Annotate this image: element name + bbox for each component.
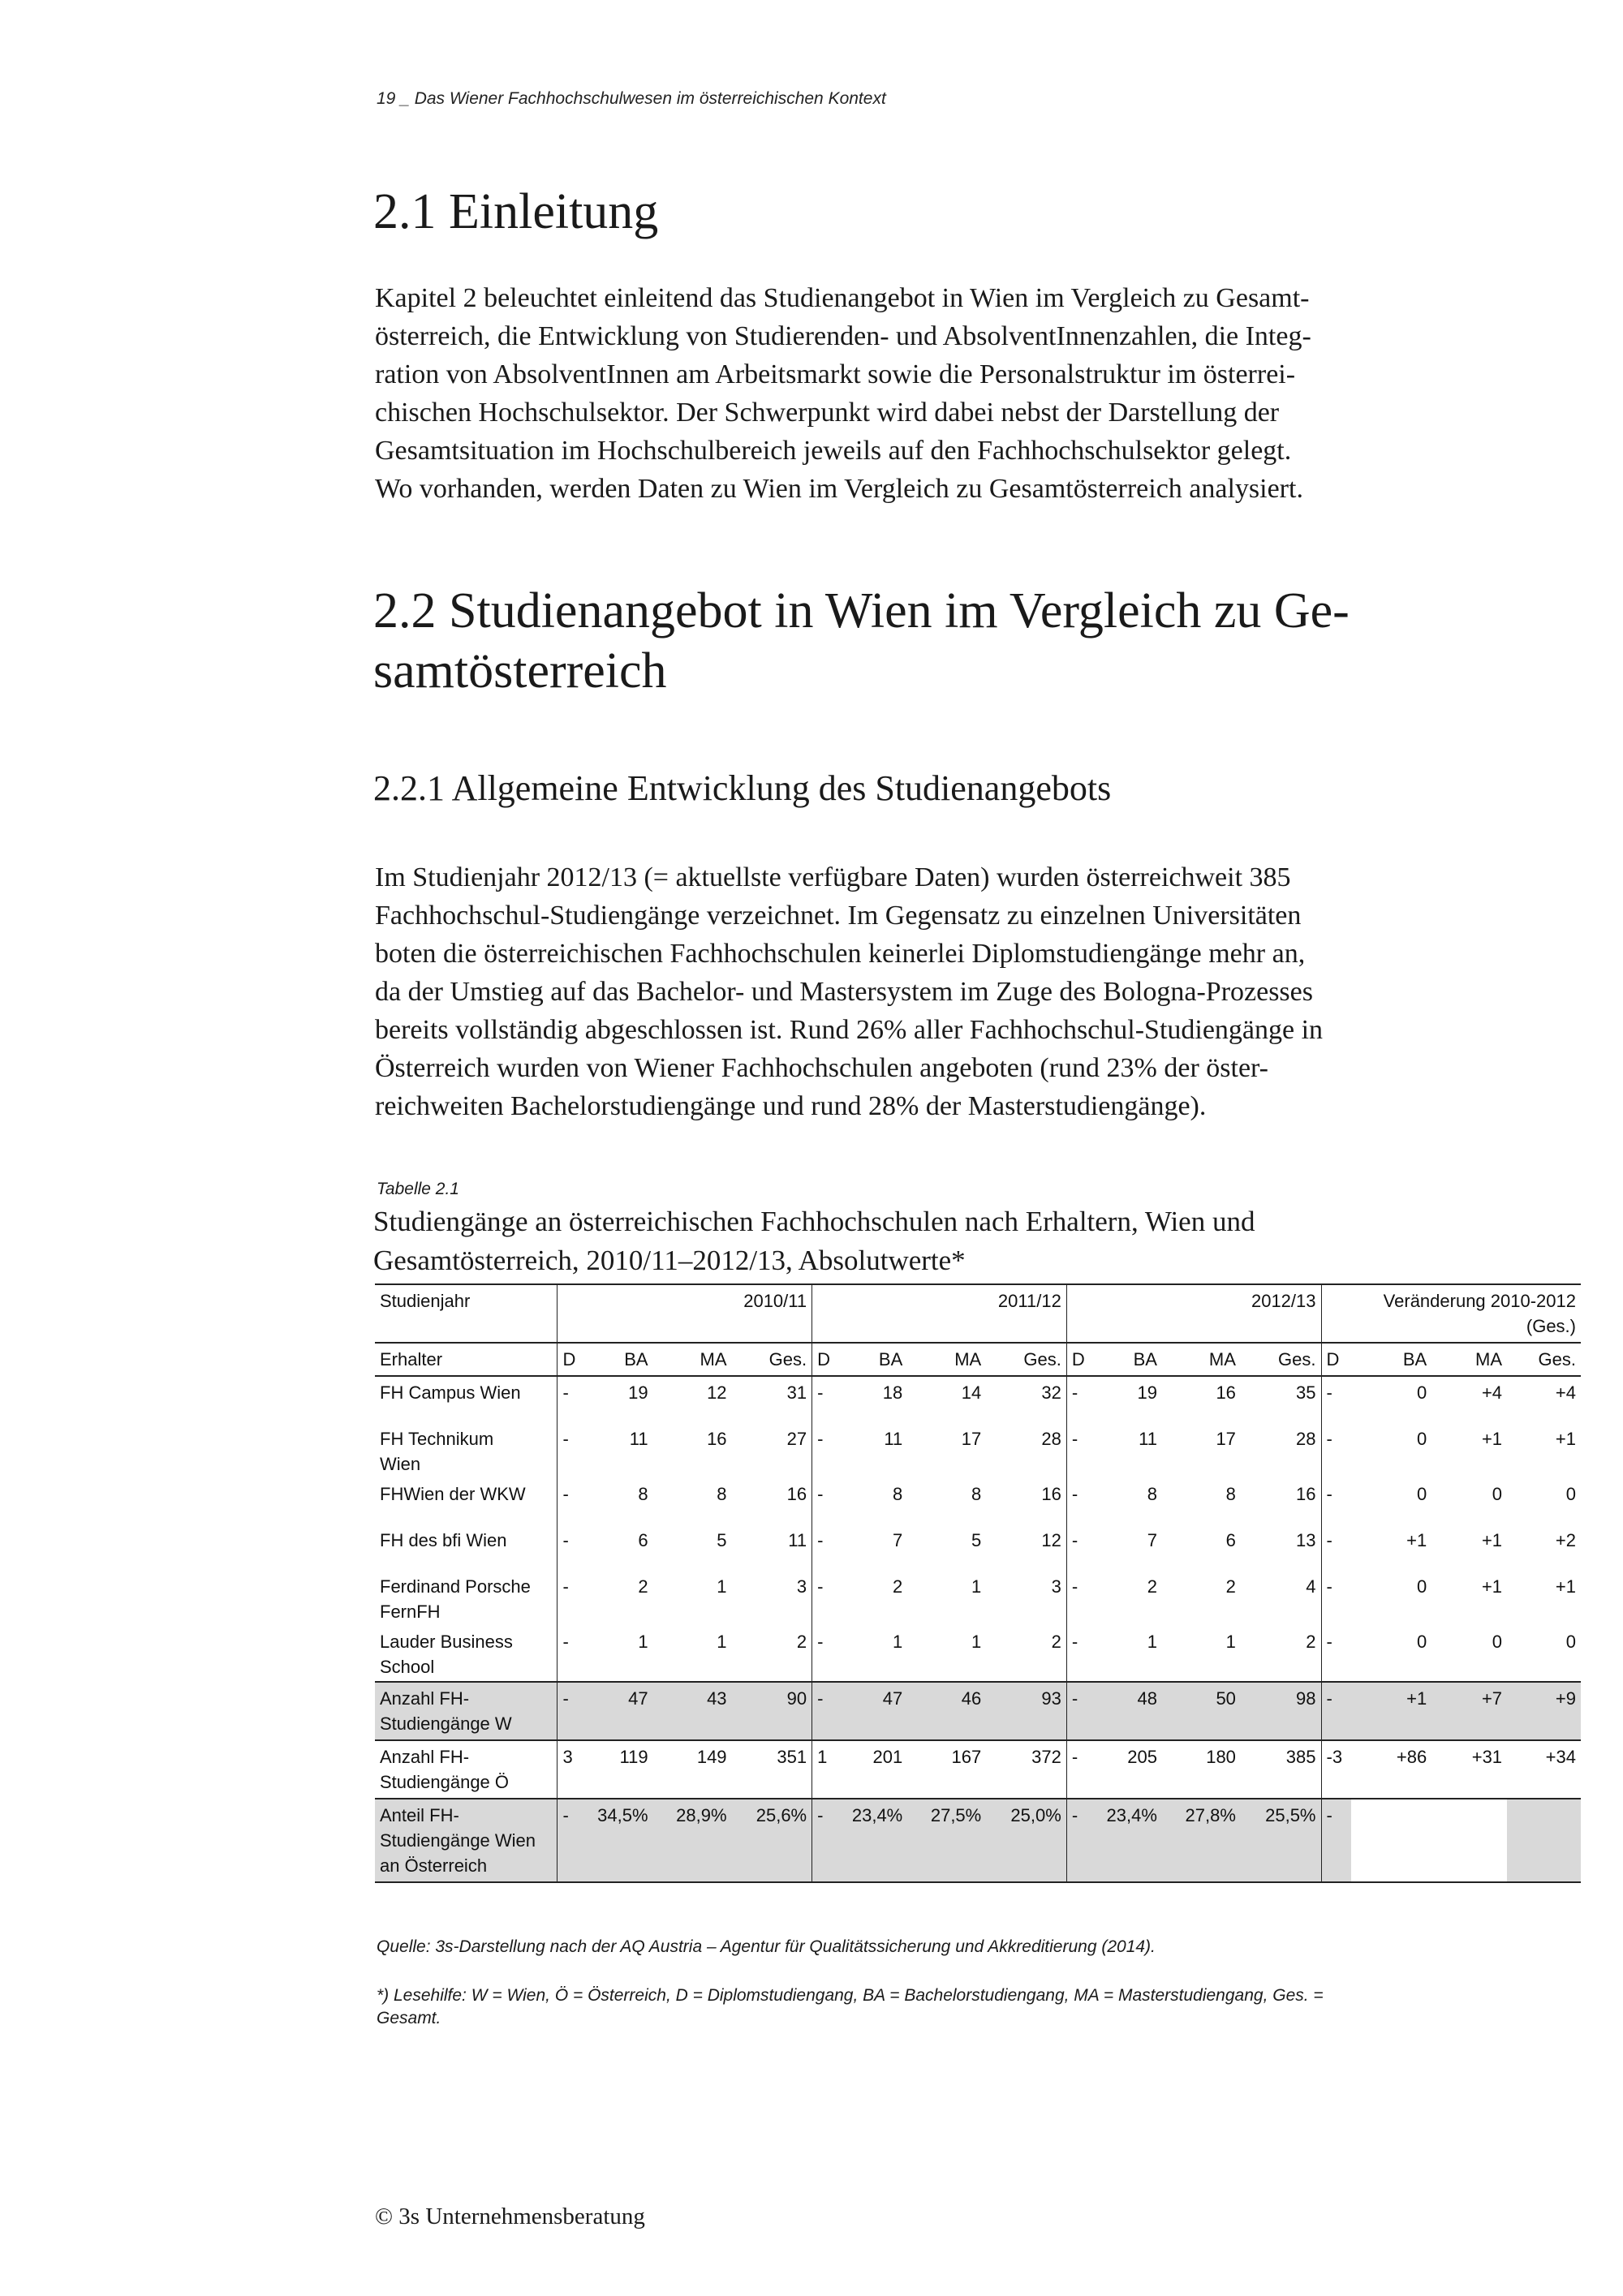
table-cell: - xyxy=(1321,1799,1351,1882)
row-label-line: Lauder Business xyxy=(380,1632,513,1652)
table-cell: +31 xyxy=(1431,1740,1507,1799)
text-line: boten die österreichischen Fachhochschulen keinerlei Diplomstudiengänge mehr an, xyxy=(375,939,1306,969)
table-cell: - xyxy=(1321,1682,1351,1740)
table-cell: 2 xyxy=(1225,1576,1236,1597)
table-cell: 351 xyxy=(732,1740,812,1799)
header-sub-ba: BA xyxy=(842,1343,907,1376)
header-year-2012-13: 2012/13 xyxy=(1066,1284,1321,1343)
row-label xyxy=(375,1682,558,1740)
table-cell: 25,0% xyxy=(986,1799,1066,1882)
note-line: *) Lesehilfe: W = Wien, Ö = Österreich, D = Diplomstudiengang, BA = Bachelorstudiengang, MA = Masterstudiengang, Ges. = xyxy=(377,1986,1324,2005)
table-cell: +1 xyxy=(1351,1682,1431,1740)
row-label-line: Studiengänge Ö xyxy=(380,1772,510,1792)
table-row xyxy=(375,1478,1581,1524)
table-cell: - xyxy=(1071,1382,1078,1403)
table-cell: - xyxy=(817,1530,824,1550)
text-line: Gesamtsituation im Hochschulbereich jeweils auf den Fachhochschulsektor gelegt. xyxy=(375,436,1292,466)
row-label-line: Studiengänge Wien xyxy=(380,1830,536,1851)
table-cell: 16 xyxy=(1216,1382,1236,1403)
table-cell: 19 xyxy=(1137,1382,1157,1403)
table-cell: - xyxy=(817,1576,824,1597)
table-cell: 8 xyxy=(1225,1484,1236,1504)
table-cell: - xyxy=(817,1429,824,1449)
table-cell: - xyxy=(1326,1429,1332,1449)
table-cell: 32 xyxy=(986,1376,1066,1423)
table-cell: 1 xyxy=(971,1576,982,1597)
table-cell: 1 xyxy=(717,1576,727,1597)
table-cell: 16 xyxy=(707,1429,727,1449)
table-cell: 13 xyxy=(1241,1524,1321,1571)
table-cell: - xyxy=(1071,1576,1078,1597)
row-label-line: Ferdinand Porsche xyxy=(380,1576,531,1597)
header-year-2011-12: 2011/12 xyxy=(812,1284,1067,1343)
table-cell: 8 xyxy=(638,1484,648,1504)
header-sub-ges: Ges. xyxy=(986,1343,1066,1376)
section-2-1-paragraph xyxy=(375,279,1462,508)
table-row xyxy=(375,1740,1581,1799)
table-cell: - xyxy=(1066,1740,1096,1799)
table-cell: 0 xyxy=(1416,1429,1427,1449)
table-cell: - xyxy=(562,1484,569,1504)
section-2-2-title xyxy=(373,581,1350,702)
table-cell: 18 xyxy=(882,1382,903,1403)
table-cell: 28 xyxy=(1241,1423,1321,1478)
text-line: Österreich wurden von Wiener Fachhochschulen angeboten (rund 23% der öster- xyxy=(375,1053,1268,1083)
table-cell: 48 xyxy=(1096,1682,1161,1740)
table-cell: 0 xyxy=(1492,1484,1503,1504)
header-sub-ges: Ges. xyxy=(732,1343,812,1376)
row-label-line: Anteil FH- xyxy=(380,1805,459,1825)
table-cell: - xyxy=(558,1799,588,1882)
page-footer: © 3s Unternehmensberatung xyxy=(375,2204,645,2229)
table-cell: 2 xyxy=(1241,1626,1321,1682)
header-sub-ma: MA xyxy=(1162,1343,1241,1376)
table-cell: 23,4% xyxy=(842,1799,907,1882)
header-row-years xyxy=(375,1284,1581,1343)
title-line: 2.2 Studienangebot in Wien im Vergleich zu Ge- xyxy=(373,583,1350,638)
header-sub-ges: Ges. xyxy=(1241,1343,1321,1376)
note-line: Gesamt. xyxy=(377,2009,441,2027)
table-cell: - xyxy=(1326,1530,1332,1550)
table-cell: - xyxy=(562,1576,569,1597)
table-cell: - xyxy=(1071,1632,1078,1652)
row-label-line: Studiengänge W xyxy=(380,1713,512,1734)
table-cell: - xyxy=(817,1382,824,1403)
table-cell: 47 xyxy=(842,1682,907,1740)
table-cell: 16 xyxy=(732,1478,812,1524)
table-cell: +1 xyxy=(1555,1576,1576,1597)
title-line: Gesamtösterreich, 2010/11–2012/13, Absolutwerte* xyxy=(373,1245,966,1276)
row-label xyxy=(375,1740,558,1799)
header-sub-d: D xyxy=(558,1343,588,1376)
table-cell: 17 xyxy=(961,1429,982,1449)
row-label xyxy=(375,1478,558,1524)
data-table xyxy=(375,1283,1581,1883)
table-cell: 35 xyxy=(1241,1376,1321,1423)
table-cell: +86 xyxy=(1351,1740,1431,1799)
table-cell: +7 xyxy=(1431,1682,1507,1740)
table-cell: 43 xyxy=(653,1682,732,1740)
table-source: Quelle: 3s-Darstellung nach der AQ Austria – Agentur für Qualitätssicherung und Akkreditierung (2014). xyxy=(377,1937,1156,1956)
row-label-line: Anzahl FH- xyxy=(380,1747,470,1767)
table-cell: +1 xyxy=(1481,1576,1503,1597)
header-sub-ba: BA xyxy=(1096,1343,1161,1376)
table-cell: 6 xyxy=(638,1530,648,1550)
table-cell: 31 xyxy=(732,1376,812,1423)
table-row xyxy=(375,1376,1581,1423)
header-sub-ges: Ges. xyxy=(1507,1343,1581,1376)
section-2-2-1-title: 2.2.1 Allgemeine Entwicklung des Studienangebots xyxy=(373,768,1112,808)
table-cell: 14 xyxy=(961,1382,982,1403)
table-cell: 11 xyxy=(629,1429,648,1449)
table-cell: +34 xyxy=(1507,1740,1581,1799)
table-cell: 11 xyxy=(1139,1429,1157,1449)
row-label-line: School xyxy=(380,1657,435,1677)
table-cell: 0 xyxy=(1565,1632,1576,1652)
table-cell: 28 xyxy=(986,1423,1066,1478)
table-row xyxy=(375,1799,1581,1882)
table-cell: 7 xyxy=(893,1530,903,1550)
header-sub-d: D xyxy=(1066,1343,1096,1376)
table-cell: 1 xyxy=(1225,1632,1236,1652)
text-line: ration von AbsolventInnen am Arbeitsmarkt sowie die Personalstruktur im österrei- xyxy=(375,359,1296,389)
table-cell: 7 xyxy=(1147,1530,1157,1550)
table-cell: -3 xyxy=(1321,1740,1351,1799)
table-cell: 93 xyxy=(986,1682,1066,1740)
table-cell: 385 xyxy=(1241,1740,1321,1799)
running-header: 19 _ Das Wiener Fachhochschulwesen im österreichischen Kontext xyxy=(377,89,886,108)
table-cell: 180 xyxy=(1162,1740,1241,1799)
row-label xyxy=(375,1376,558,1423)
table-cell: 11 xyxy=(884,1429,903,1449)
table-cell: - xyxy=(817,1484,824,1504)
title-line: Studiengänge an österreichischen Fachhochschulen nach Erhaltern, Wien und xyxy=(373,1206,1255,1237)
table-cell: 50 xyxy=(1162,1682,1241,1740)
table-cell: 2 xyxy=(638,1576,648,1597)
table-cell: 16 xyxy=(986,1478,1066,1524)
table-cell: 149 xyxy=(653,1740,732,1799)
header-change-line: Veränderung 2010-2012 xyxy=(1383,1291,1576,1311)
table-cell: 1 xyxy=(1147,1632,1157,1652)
table-note xyxy=(377,1984,1324,2030)
text-line: da der Umstieg auf das Bachelor- und Mastersystem im Zuge des Bologna-Prozesses xyxy=(375,977,1313,1007)
header-sub-d: D xyxy=(812,1343,842,1376)
text-line: österreich, die Entwicklung von Studierenden- und AbsolventInnenzahlen, die Integ- xyxy=(375,321,1311,351)
table-cell: - xyxy=(558,1682,588,1740)
row-label xyxy=(375,1524,558,1571)
table-cell: 1 xyxy=(717,1632,727,1652)
table-cell: +1 xyxy=(1481,1429,1503,1449)
table-cell: 372 xyxy=(986,1740,1066,1799)
table-cell: +9 xyxy=(1507,1682,1581,1740)
table-cell: 90 xyxy=(732,1682,812,1740)
table-cell: 201 xyxy=(842,1740,907,1799)
table-cell: 119 xyxy=(588,1740,652,1799)
table-row xyxy=(375,1626,1581,1682)
table-cell: +2 xyxy=(1555,1530,1576,1550)
table-cell: 2 xyxy=(732,1626,812,1682)
table-cell: 3 xyxy=(558,1740,588,1799)
table-cell: 46 xyxy=(907,1682,986,1740)
table-row xyxy=(375,1423,1581,1478)
table-cell: - xyxy=(562,1632,569,1652)
table-cell: 2 xyxy=(893,1576,903,1597)
row-label-line: FernFH xyxy=(380,1602,441,1622)
table-cell: 23,4% xyxy=(1096,1799,1161,1882)
table-cell: - xyxy=(562,1429,569,1449)
title-line: samtösterreich xyxy=(373,643,667,699)
table-cell: 8 xyxy=(893,1484,903,1504)
text-line: Fachhochschul-Studiengänge verzeichnet. Im Gegensatz zu einzelnen Universitäten xyxy=(375,901,1302,931)
table-cell: 8 xyxy=(717,1484,727,1504)
table-cell: 98 xyxy=(1241,1682,1321,1740)
table-cell: - xyxy=(562,1382,569,1403)
table-title xyxy=(373,1202,1255,1280)
table-cell: 0 xyxy=(1565,1484,1576,1504)
header-change-line: (Ges.) xyxy=(1526,1316,1576,1336)
table-cell: - xyxy=(812,1799,842,1882)
section-2-1-title: 2.1 Einleitung xyxy=(373,184,659,239)
table-cell: 12 xyxy=(986,1524,1066,1571)
table-cell: +1 xyxy=(1555,1429,1576,1449)
text-line: Kapitel 2 beleuchtet einleitend das Studienangebot in Wien im Vergleich zu Gesamt- xyxy=(375,283,1310,313)
table-cell: 167 xyxy=(907,1740,986,1799)
table-cell: 5 xyxy=(717,1530,727,1550)
table-cell: - xyxy=(1326,1632,1332,1652)
header-change xyxy=(1321,1284,1581,1343)
header-year-2010-11: 2010/11 xyxy=(558,1284,812,1343)
table-cell: +1 xyxy=(1481,1530,1503,1550)
text-line: Wo vorhanden, werden Daten zu Wien im Vergleich zu Gesamtösterreich analysiert. xyxy=(375,474,1303,504)
table-cell: 47 xyxy=(588,1682,652,1740)
table-cell: 27 xyxy=(732,1423,812,1478)
header-sub-ma: MA xyxy=(1431,1343,1507,1376)
row-label xyxy=(375,1626,558,1682)
text-line: bereits vollständig abgeschlossen ist. Rund 26% aller Fachhochschul-Studiengänge in xyxy=(375,1015,1324,1045)
table-cell: - xyxy=(817,1632,824,1652)
table-cell: - xyxy=(562,1530,569,1550)
table-cell: 0 xyxy=(1416,1484,1427,1504)
table-cell: - xyxy=(1066,1799,1096,1882)
table-cell: - xyxy=(1071,1530,1078,1550)
table-cell: 19 xyxy=(628,1382,648,1403)
row-label-line: an Österreich xyxy=(380,1855,488,1876)
table-cell xyxy=(1507,1799,1581,1882)
table-cell: 3 xyxy=(732,1571,812,1626)
table-cell: 11 xyxy=(732,1524,812,1571)
table-cell xyxy=(1351,1799,1431,1882)
table-cell: 0 xyxy=(1492,1632,1503,1652)
table-cell: - xyxy=(1326,1382,1332,1403)
table-cell: 12 xyxy=(707,1382,727,1403)
text-line: reichweiten Bachelorstudiengänge und rund 28% der Masterstudiengänge). xyxy=(375,1091,1207,1121)
text-line: Im Studienjahr 2012/13 (= aktuellste verfügbare Daten) wurden österreichweit 385 xyxy=(375,862,1291,892)
header-erhalter: Erhalter xyxy=(375,1343,558,1376)
table-cell: - xyxy=(1326,1484,1332,1504)
row-label xyxy=(375,1423,558,1478)
row-label xyxy=(375,1571,558,1626)
table-row xyxy=(375,1682,1581,1740)
table-cell: 8 xyxy=(1147,1484,1157,1504)
table-cell: 1 xyxy=(893,1632,903,1652)
table-cell: - xyxy=(1071,1484,1078,1504)
row-label-line: Wien xyxy=(380,1454,421,1474)
table-cell: 2 xyxy=(1147,1576,1157,1597)
header-sub-ba: BA xyxy=(588,1343,652,1376)
row-label-line: FH Campus Wien xyxy=(380,1382,521,1403)
table-cell: +4 xyxy=(1555,1382,1576,1403)
table-cell xyxy=(1431,1799,1507,1882)
header-sub-ma: MA xyxy=(907,1343,986,1376)
header-sub-d: D xyxy=(1321,1343,1351,1376)
table-cell: 16 xyxy=(1241,1478,1321,1524)
table-cell: 25,6% xyxy=(732,1799,812,1882)
header-sub-ma: MA xyxy=(653,1343,732,1376)
table-cell: - xyxy=(1066,1682,1096,1740)
table-cell: 3 xyxy=(986,1571,1066,1626)
table-cell: +4 xyxy=(1481,1382,1503,1403)
table-row xyxy=(375,1571,1581,1626)
table-cell: 205 xyxy=(1096,1740,1161,1799)
table-cell: - xyxy=(812,1682,842,1740)
table-row xyxy=(375,1524,1581,1571)
table-cell: 0 xyxy=(1416,1576,1427,1597)
table-label: Tabelle 2.1 xyxy=(377,1180,459,1198)
table-cell: 34,5% xyxy=(588,1799,652,1882)
header-studienjahr: Studienjahr xyxy=(375,1284,558,1343)
header-sub-ba: BA xyxy=(1351,1343,1431,1376)
table-cell: 1 xyxy=(971,1632,982,1652)
row-label-line: FHWien der WKW xyxy=(380,1484,526,1504)
row-label-line: Anzahl FH- xyxy=(380,1688,470,1709)
table-cell: 6 xyxy=(1225,1530,1236,1550)
table-cell: 27,5% xyxy=(907,1799,986,1882)
table-cell: 0 xyxy=(1416,1632,1427,1652)
table-cell: 1 xyxy=(812,1740,842,1799)
table-cell: 25,5% xyxy=(1241,1799,1321,1882)
header-row-types xyxy=(375,1343,1581,1376)
table-cell: 8 xyxy=(971,1484,982,1504)
row-label xyxy=(375,1799,558,1882)
table-cell: - xyxy=(1326,1576,1332,1597)
text-line: chischen Hochschulsektor. Der Schwerpunkt wird dabei nebst der Darstellung der xyxy=(375,398,1280,428)
row-label-line: FH des bfi Wien xyxy=(380,1530,507,1550)
row-label-line: FH Technikum xyxy=(380,1429,494,1449)
table-cell: 27,8% xyxy=(1162,1799,1241,1882)
table-cell: 1 xyxy=(638,1632,648,1652)
table-cell: 28,9% xyxy=(653,1799,732,1882)
table-cell: 4 xyxy=(1241,1571,1321,1626)
table-cell: +1 xyxy=(1406,1530,1427,1550)
table-cell: 2 xyxy=(986,1626,1066,1682)
table-cell: 0 xyxy=(1416,1382,1427,1403)
table-cell: - xyxy=(1071,1429,1078,1449)
table-cell: 5 xyxy=(971,1530,982,1550)
table-cell: 17 xyxy=(1216,1429,1236,1449)
section-2-2-1-paragraph xyxy=(375,858,1462,1125)
